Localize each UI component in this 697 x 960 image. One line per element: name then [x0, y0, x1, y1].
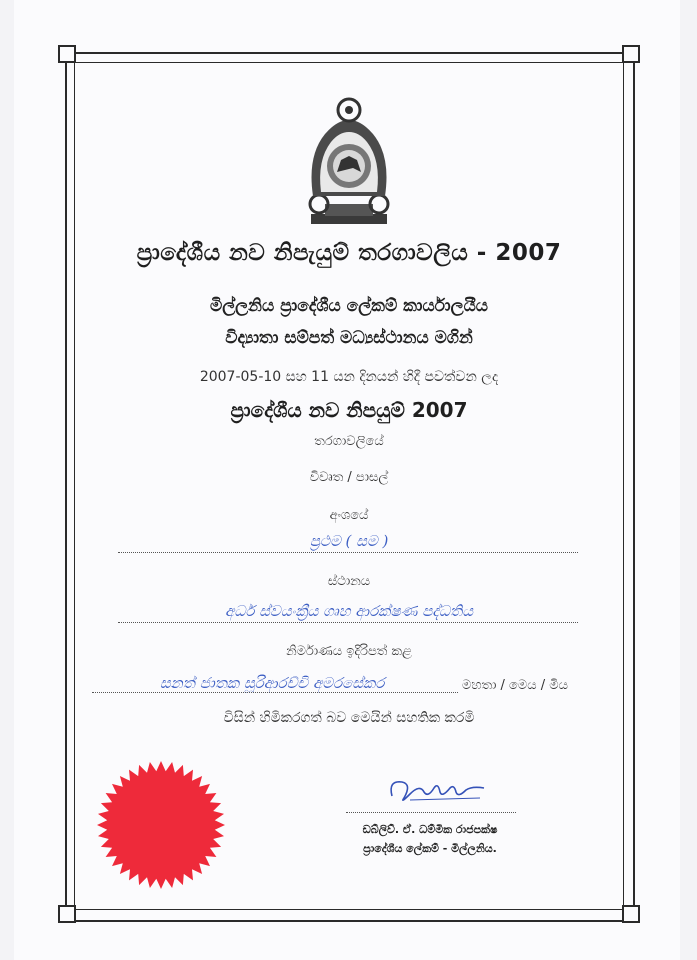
- border-corner: [58, 905, 76, 923]
- certify-statement: විසින් හිමිකරගත් බව මෙයින් සහතික කරමි: [223, 710, 475, 726]
- border-corner: [622, 45, 640, 63]
- section-value: ප්‍රථම ( සම ): [309, 532, 389, 550]
- signature-line: [346, 812, 516, 813]
- office-name: මිල්ලනිය ප්‍රාදේශීය ලේකම් කාර්යාලයීය: [209, 296, 489, 316]
- red-seal: [96, 760, 226, 890]
- recipient-name: සනත් ජාතක සූරිආරච්චි අමරසේකර: [159, 674, 385, 692]
- border-corner: [622, 905, 640, 923]
- dotted-line: [118, 622, 578, 623]
- border-corner: [58, 45, 76, 63]
- section-label: අංශයේ: [329, 508, 369, 523]
- institution-name: විද්‍යාතා සම්පත් මධ්‍යස්ථානය මගින්: [225, 328, 473, 348]
- date-line: 2007-05-10 සහ 11 යන දිනයන් හිදී පවත්වන ලද: [199, 369, 499, 385]
- officer-title: ප්‍රාදේශීය ලේකම් - මිල්ලනිය.: [363, 842, 497, 855]
- honorific-options: මහතා / මෙය / මිය: [462, 678, 568, 693]
- competition-value: විවෘත / පාසල්: [309, 470, 389, 485]
- dotted-line: [118, 552, 578, 553]
- competition-title: ප්‍රාදේශීය නව නිපයුම් 2007: [230, 398, 468, 422]
- certificate-title: ප්‍රාදේශීය නව නිපැයුම් තරගාවලිය - 2007: [136, 240, 562, 266]
- competition-label: තරගාවලියේ: [314, 434, 384, 449]
- officer-name: ඩබ්ලිව්. ඒ. ධම්මික රාජපක්ෂ: [362, 823, 498, 836]
- dotted-line: [92, 692, 458, 693]
- presented-label: නිර්මාණය ඉදිරිපත් කළ: [286, 644, 412, 659]
- officer-block: [330, 820, 530, 858]
- place-value: අර්ධ ස්වයංක්‍රීය ගෘහ ආරක්ෂණ පද්ධතිය: [224, 602, 474, 620]
- national-emblem-icon: [303, 96, 395, 228]
- place-label: ස්ථානය: [327, 574, 371, 589]
- signature: [380, 768, 490, 808]
